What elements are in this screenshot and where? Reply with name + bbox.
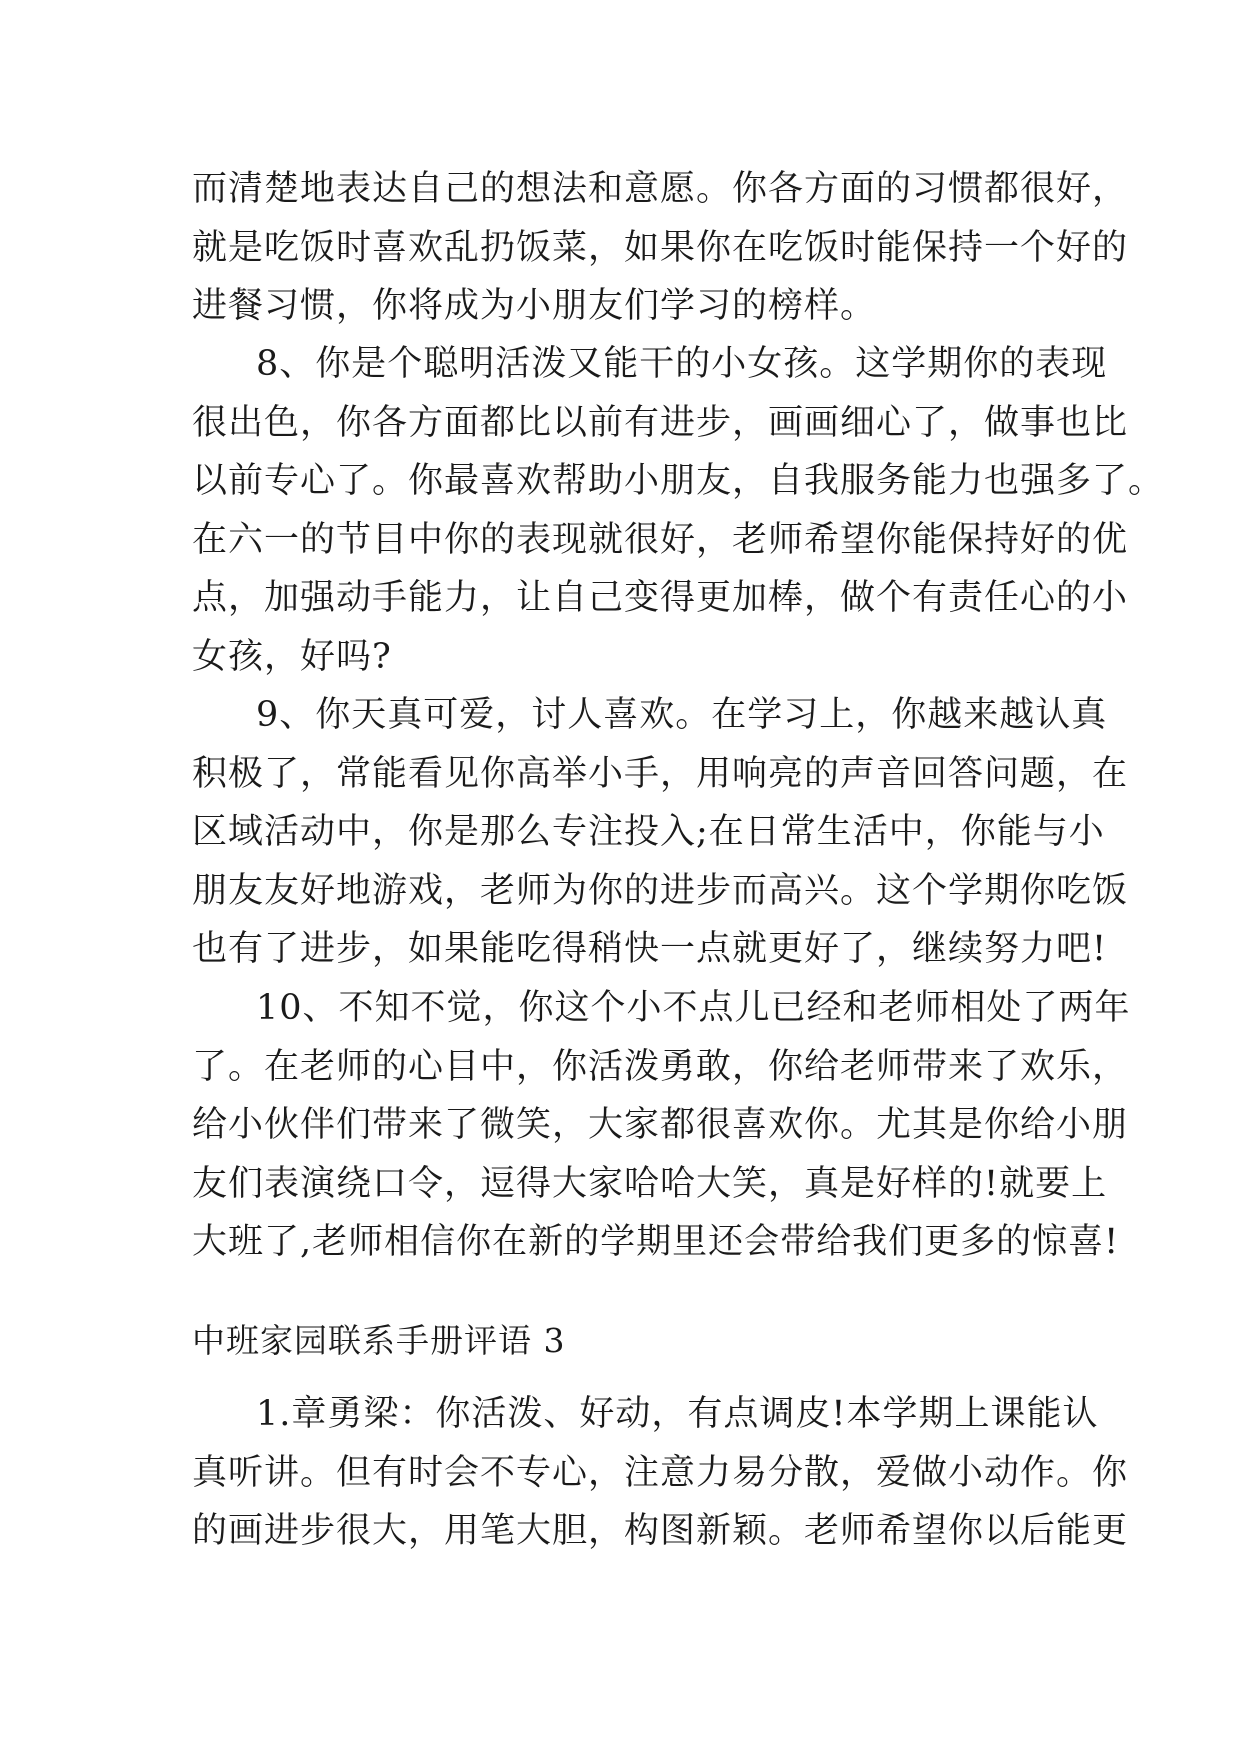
text-line: 进餐习惯，你将成为小朋友们学习的榜样。	[192, 286, 877, 326]
section-heading: 中班家园联系手册评语 3	[192, 1321, 566, 1360]
text-line: 9、你天真可爱，讨人喜欢。在学习上，你越来越认真	[256, 695, 1108, 735]
text-line: 8、你是个聪明活泼又能干的小女孩。这学期你的表现	[256, 344, 1108, 384]
text-line: 就是吃饭时喜欢乱扔饭菜，如果你在吃饭时能保持一个好的	[192, 227, 1129, 268]
text-line: 朋友友好地游戏，老师为你的进步而高兴。这个学期你吃饭	[192, 870, 1129, 911]
text-line: 的画进步很大，用笔大胆，构图新颖。老师希望你以后能更	[192, 1511, 1129, 1551]
text-line: 友们表演绕口令，逗得大家哈哈大笑，真是好样的!就要上	[192, 1163, 1108, 1204]
text-line: 很出色，你各方面都比以前有进步，画画细心了，做事也比	[192, 402, 1129, 443]
text-line: 大班了,老师相信你在新的学期里还会带给我们更多的惊喜!	[192, 1222, 1120, 1262]
paragraph-section3-item-1	[192, 1385, 1129, 1561]
text-line: 也有了进步，如果能吃得稍快一点就更好了，继续努力吧!	[192, 929, 1108, 969]
text-line: 给小伙伴们带来了微笑，大家都很喜欢你。尤其是你给小朋	[192, 1105, 1129, 1145]
paragraph-item-8	[192, 335, 1165, 686]
text-line: 点，加强动手能力，让自己变得更加棒，做个有责任心的小	[192, 578, 1129, 618]
paragraph-item-10	[192, 979, 1131, 1272]
text-line: 积极了，常能看见你高举小手，用响亮的声音回答问题，在	[192, 753, 1129, 794]
text-line: 以前专心了。你最喜欢帮助小朋友，自我服务能力也强多了。	[192, 461, 1165, 501]
text-line: 女孩，好吗?	[192, 636, 392, 677]
paragraph-item-9	[192, 686, 1129, 979]
text-line: 真听讲。但有时会不专心，注意力易分散，爱做小动作。你	[192, 1452, 1129, 1493]
text-line: 在六一的节目中你的表现就很好，老师希望你能保持好的优	[192, 519, 1129, 560]
text-line: 而清楚地表达自己的想法和意愿。你各方面的习惯都很好，	[192, 169, 1129, 209]
text-line: 10、不知不觉，你这个小不点儿已经和老师相处了两年	[256, 988, 1131, 1028]
text-line: 1.章勇梁：你活泼、好动，有点调皮!本学期上课能认	[256, 1394, 1099, 1434]
paragraph-continuation	[192, 160, 1129, 336]
text-line: 区域活动中，你是那么专注投入;在日常生活中，你能与小	[192, 812, 1105, 852]
text-line: 了。在老师的心目中，你活泼勇敢，你给老师带来了欢乐，	[192, 1046, 1129, 1087]
